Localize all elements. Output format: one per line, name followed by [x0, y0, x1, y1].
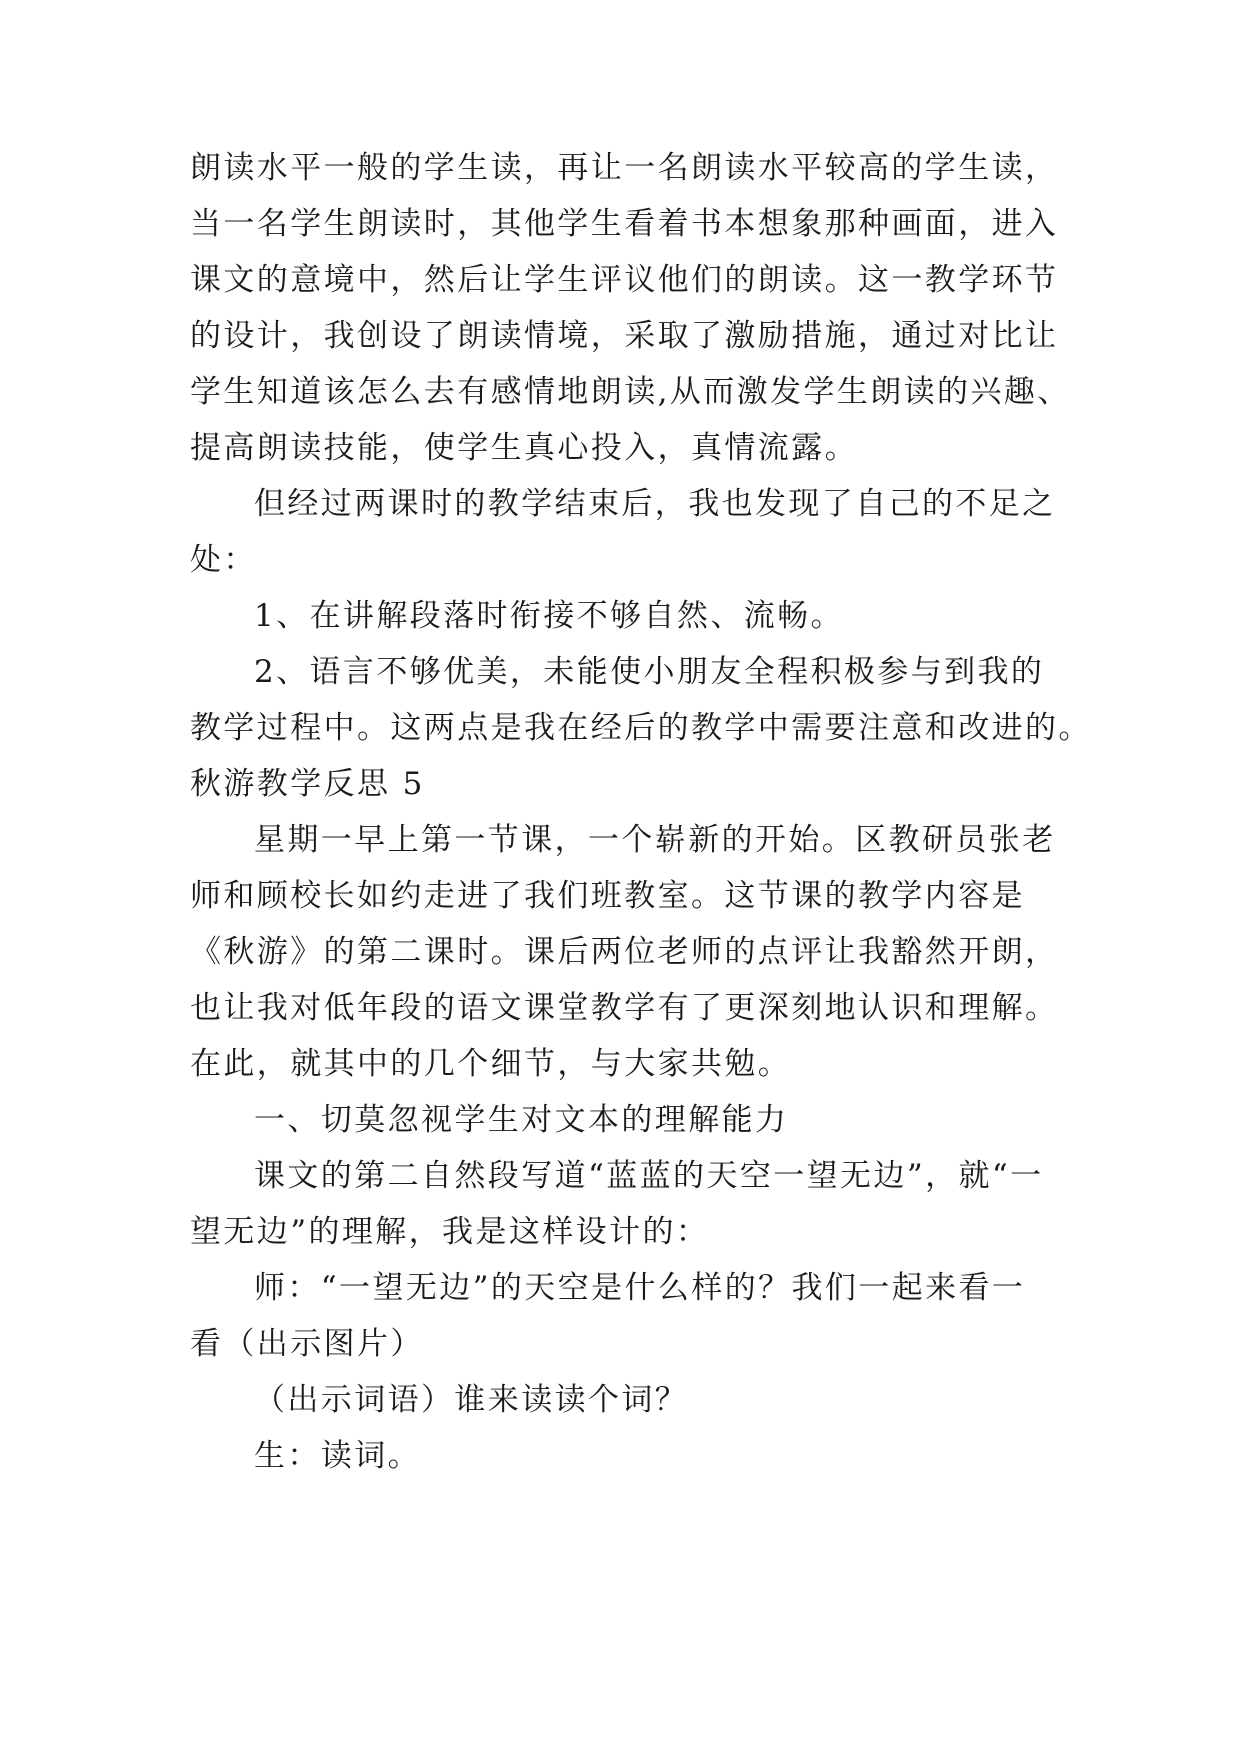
text-line: 的设计，我创设了朗读情境，采取了激励措施，通过对比让 [190, 318, 1059, 354]
text-line: 师和顾校长如约走进了我们班教室。这节课的教学内容是 [190, 878, 1025, 914]
text-line: 《秋游》的第二课时。课后两位老师的点评让我豁然开朗， [190, 934, 1059, 970]
section-heading: 秋游教学反思 5 [190, 766, 425, 802]
dialogue-line: 生：读词。 [254, 1438, 421, 1474]
dialogue-line: （出示词语）谁来读读个词？ [254, 1382, 689, 1418]
text-line: 课文的意境中，然后让学生评议他们的朗读。这一教学环节 [190, 262, 1059, 298]
dialogue-line: 师：“一望无边”的天空是什么样的？我们一起来看一 [254, 1270, 1026, 1306]
text-line: 教学过程中。这两点是我在经后的教学中需要注意和改进的。 [190, 710, 1092, 746]
paragraph-start-line: 星期一早上第一节课，一个崭新的开始。区教研员张老 [254, 822, 1056, 858]
text-line: 望无边”的理解，我是这样设计的： [190, 1214, 710, 1250]
text-line: 在此，就其中的几个细节，与大家共勉。 [190, 1046, 792, 1082]
text-line: 朗读水平一般的学生读，再让一名朗读水平较高的学生读， [190, 150, 1059, 186]
text-line: 提高朗读技能，使学生真心投入，真情流露。 [190, 430, 858, 466]
text-line: 处： [190, 542, 257, 578]
list-item-2: 2、语言不够优美，未能使小朋友全程积极参与到我的 [254, 654, 1045, 690]
text-line: 也让我对低年段的语文课堂教学有了更深刻地认识和理解。 [190, 990, 1059, 1026]
list-item-1: 1、在讲解段落时衔接不够自然、流畅。 [254, 598, 844, 634]
text-line: 看（出示图片） [190, 1326, 424, 1362]
paragraph-start-line: 但经过两课时的教学结束后，我也发现了自己的不足之 [254, 486, 1056, 522]
text-line: 当一名学生朗读时，其他学生看着书本想象那种画面，进入 [190, 206, 1059, 242]
subheading: 一、切莫忽视学生对文本的理解能力 [254, 1102, 789, 1138]
text-line: 学生知道该怎么去有感情地朗读,从而激发学生朗读的兴趣、 [190, 374, 1071, 410]
paragraph-start-line: 课文的第二自然段写道“蓝蓝的天空一望无边”，就“一 [254, 1158, 1044, 1194]
